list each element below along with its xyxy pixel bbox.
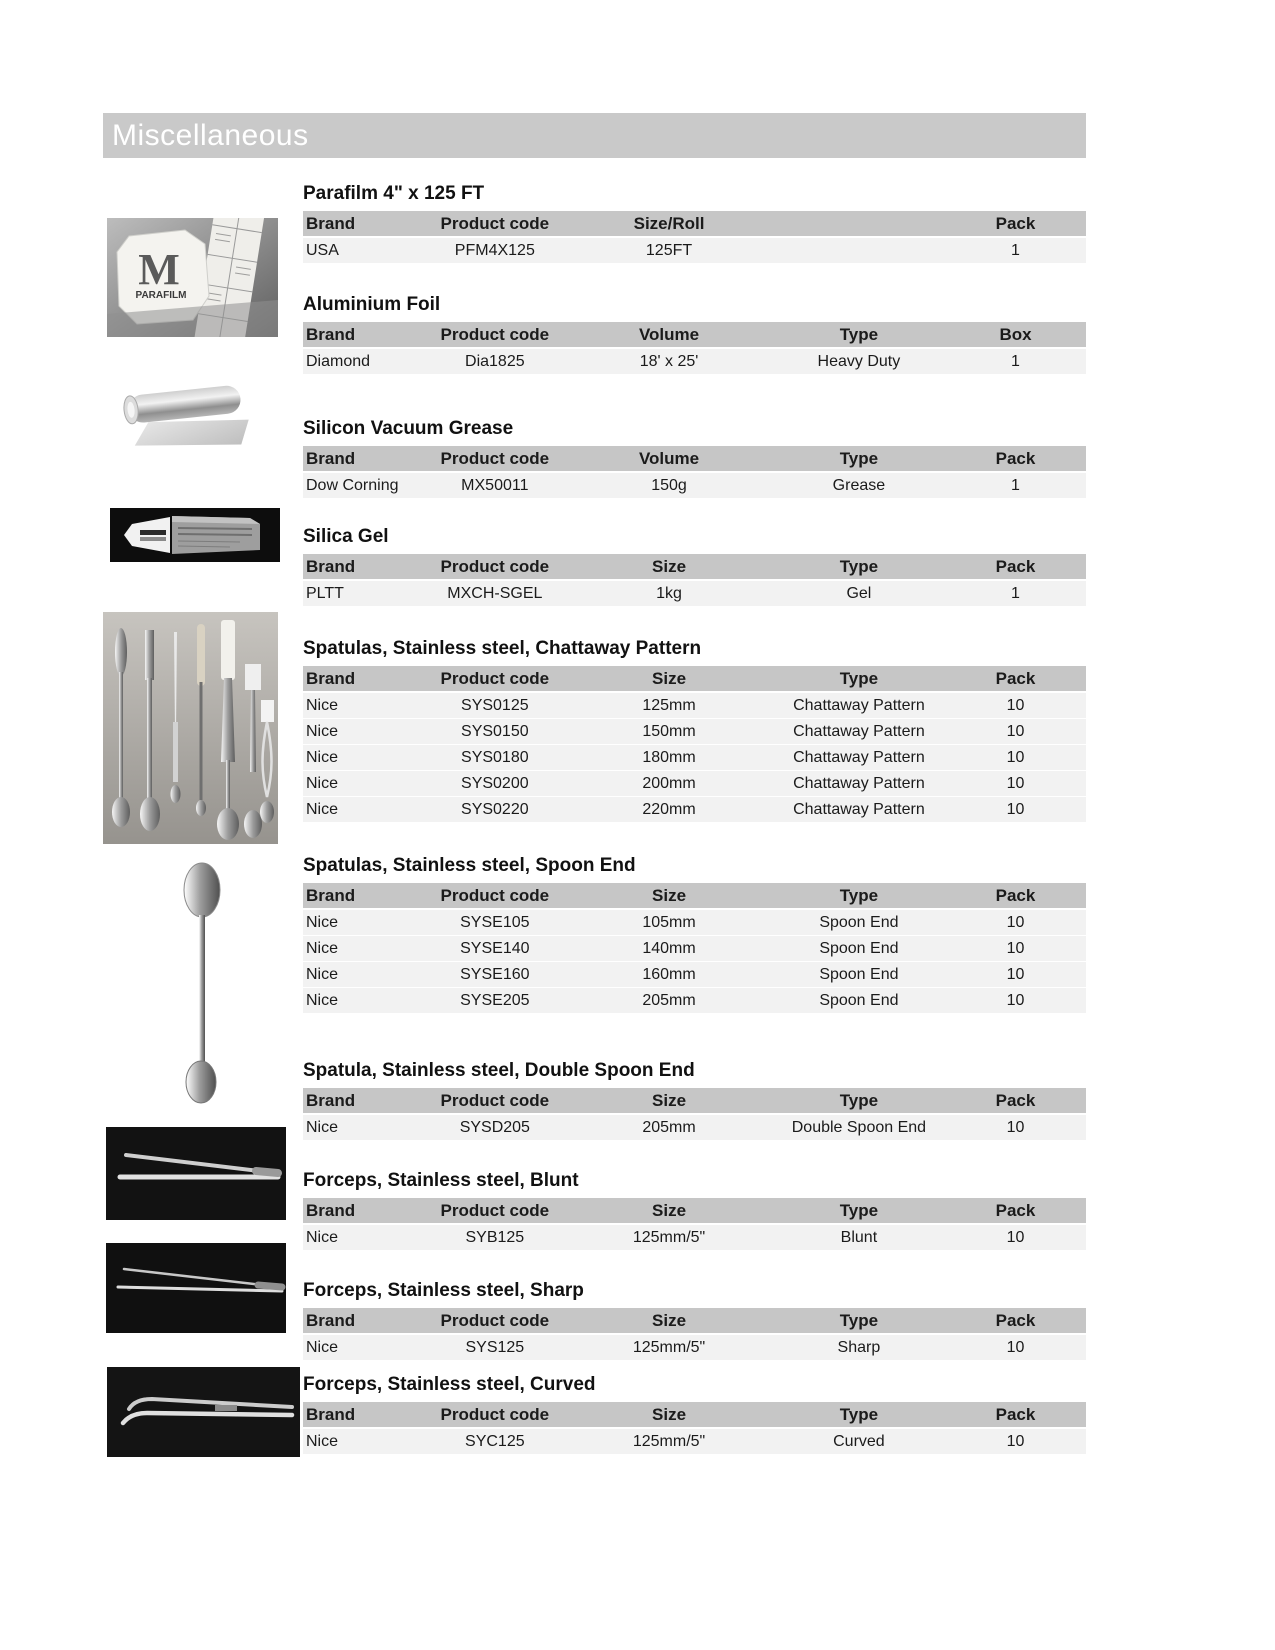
cell: Dow Corning <box>306 477 399 494</box>
product-table <box>303 1198 1086 1251</box>
section-forceps-stainless-steel-sharp <box>303 1280 1086 1361</box>
cell: 125mm/5" <box>632 1339 706 1356</box>
cell: 1kg <box>656 585 682 602</box>
column-header-product-code: Product code <box>440 325 550 344</box>
cell: 10 <box>1006 801 1025 818</box>
table-row <box>303 238 1086 264</box>
section-spatula-stainless-steel-double-spoon-end <box>303 1060 1086 1141</box>
product-table <box>303 211 1086 264</box>
cell: 10 <box>1006 1229 1025 1246</box>
table-header-row <box>303 1308 1086 1335</box>
product-table <box>303 322 1086 375</box>
cell: 18' x 25' <box>639 353 699 370</box>
cell: 10 <box>1006 697 1025 714</box>
section-title: Spatulas, Stainless steel, Chattaway Pattern <box>303 638 702 659</box>
column-header-brand: Brand <box>306 1201 356 1220</box>
cell: SYSE140 <box>460 940 530 957</box>
cell: Diamond <box>306 353 371 370</box>
cell: 125mm/5" <box>632 1229 706 1246</box>
column-header-type: Type <box>839 1201 879 1220</box>
cell: 10 <box>1006 914 1025 931</box>
cell: 1 <box>1011 353 1020 370</box>
page-title: Miscellaneous <box>103 113 1086 158</box>
cell: Nice <box>306 1339 339 1356</box>
cell: PLTT <box>306 585 344 602</box>
column-header-size: Size <box>652 669 687 688</box>
section-title: Spatula, Stainless steel, Double Spoon End <box>303 1060 695 1081</box>
section-forceps-stainless-steel-curved <box>303 1374 1086 1455</box>
table-row <box>303 693 1086 719</box>
cell: 205mm <box>642 1119 696 1136</box>
table-header-row <box>303 883 1086 910</box>
column-header-pack: Pack <box>995 1201 1036 1220</box>
parafilm-label: PARAFILM <box>135 290 187 301</box>
column-header-pack: Pack <box>995 214 1036 233</box>
column-header-box: Box <box>999 325 1032 344</box>
forceps-curved-product-image <box>107 1367 300 1457</box>
cell: Chattaway Pattern <box>793 723 925 740</box>
column-header-brand: Brand <box>306 1091 356 1110</box>
section-title: Forceps, Stainless steel, Curved <box>303 1374 596 1395</box>
cell: 220mm <box>642 801 696 818</box>
cell: 180mm <box>642 749 696 766</box>
table-header-row <box>303 666 1086 693</box>
column-header-product-code: Product code <box>440 669 550 688</box>
cell: Nice <box>306 914 339 931</box>
table-row <box>303 910 1086 936</box>
cell: 200mm <box>642 775 696 792</box>
cell: 10 <box>1006 775 1025 792</box>
table-row <box>303 936 1086 962</box>
aluminium-foil-product-image <box>120 378 255 454</box>
column-header-brand: Brand <box>306 214 356 233</box>
product-table <box>303 1308 1086 1361</box>
section-spatulas-stainless-steel-spoon-end <box>303 855 1086 1014</box>
cell: 1 <box>1011 585 1020 602</box>
cell: SYSE160 <box>460 966 530 983</box>
table-header-row <box>303 1402 1086 1429</box>
cell: Nice <box>306 801 339 818</box>
cell: 10 <box>1006 1433 1025 1450</box>
cell: Spoon End <box>819 940 899 957</box>
cell: 10 <box>1006 992 1025 1009</box>
column-header-product-code: Product code <box>440 557 550 576</box>
product-table <box>303 554 1086 607</box>
cell: 10 <box>1006 966 1025 983</box>
cell: 140mm <box>642 940 696 957</box>
column-header-product-code: Product code <box>440 449 550 468</box>
product-table <box>303 1088 1086 1141</box>
cell: Gel <box>846 585 872 602</box>
cell: 10 <box>1006 723 1025 740</box>
column-header-size: Size <box>652 1091 687 1110</box>
cell: Chattaway Pattern <box>793 697 925 714</box>
cell: Nice <box>306 723 339 740</box>
table-row <box>303 719 1086 745</box>
column-header-product-code: Product code <box>440 214 550 233</box>
section-forceps-stainless-steel-blunt <box>303 1170 1086 1251</box>
column-header-product-code: Product code <box>440 1091 550 1110</box>
section-title: Silicon Vacuum Grease <box>303 418 514 439</box>
table-row <box>303 581 1086 607</box>
column-header-pack: Pack <box>995 1405 1036 1424</box>
cell: Spoon End <box>819 992 899 1009</box>
empty-cell <box>773 238 945 263</box>
cell: SYB125 <box>465 1229 525 1246</box>
product-table <box>303 666 1086 823</box>
cell: Chattaway Pattern <box>793 749 925 766</box>
section-title: Spatulas, Stainless steel, Spoon End <box>303 855 636 876</box>
column-header-brand: Brand <box>306 1405 356 1424</box>
cell: Sharp <box>837 1339 881 1356</box>
cell: 150g <box>651 477 687 494</box>
product-table <box>303 1402 1086 1455</box>
cell: 160mm <box>642 966 696 983</box>
section-title: Silica Gel <box>303 526 389 547</box>
column-header-size: Size <box>652 557 687 576</box>
column-header-product-code: Product code <box>440 1311 550 1330</box>
column-header-brand: Brand <box>306 449 356 468</box>
cell: MXCH-SGEL <box>447 585 543 602</box>
spoon-end-spatula-product-image <box>140 860 260 1110</box>
table-row <box>303 1115 1086 1141</box>
cell: SYS0180 <box>461 749 529 766</box>
column-header-type: Type <box>839 1311 879 1330</box>
cell: 105mm <box>642 914 696 931</box>
spatulas-chattaway-product-image <box>103 612 278 844</box>
column-header-brand: Brand <box>306 557 356 576</box>
column-header-pack: Pack <box>995 557 1036 576</box>
cell: SYSE205 <box>460 992 530 1009</box>
column-header-volume: Volume <box>638 449 700 468</box>
cell: SYSD205 <box>459 1119 530 1136</box>
column-header-brand: Brand <box>306 325 356 344</box>
parafilm-product-image <box>107 218 278 337</box>
column-header-volume: Volume <box>638 325 700 344</box>
cell: SYS0125 <box>461 697 529 714</box>
cell: 10 <box>1006 940 1025 957</box>
table-row <box>303 962 1086 988</box>
table-row <box>303 988 1086 1014</box>
section-aluminium-foil <box>303 294 1086 375</box>
table-row <box>303 1225 1086 1251</box>
cell: 10 <box>1006 1119 1025 1136</box>
cell: Double Spoon End <box>791 1119 927 1136</box>
column-header-product-code: Product code <box>440 1405 550 1424</box>
table-row <box>303 1429 1086 1455</box>
section-title: Aluminium Foil <box>303 294 441 315</box>
column-header-pack: Pack <box>995 669 1036 688</box>
section-title: Forceps, Stainless steel, Sharp <box>303 1280 584 1301</box>
column-header-product-code: Product code <box>440 1201 550 1220</box>
cell: Nice <box>306 992 339 1009</box>
cell: Chattaway Pattern <box>793 801 925 818</box>
section-spatulas-stainless-steel-chattaway-pattern <box>303 638 1086 823</box>
section-silicon-vacuum-grease <box>303 418 1086 499</box>
column-header-size: Size <box>652 1405 687 1424</box>
cell: SYC125 <box>465 1433 525 1450</box>
table-header-row <box>303 446 1086 473</box>
cell: USA <box>306 242 339 259</box>
table-row <box>303 1335 1086 1361</box>
column-header-type: Type <box>839 449 879 468</box>
column-header-size: Size <box>652 1311 687 1330</box>
column-header-size: Size <box>652 886 687 905</box>
column-header-type: Type <box>839 886 879 905</box>
cell: Chattaway Pattern <box>793 775 925 792</box>
column-header-type: Type <box>839 1091 879 1110</box>
cell: SYS0220 <box>461 801 529 818</box>
cell: SYS0200 <box>461 775 529 792</box>
cell: 1 <box>1011 477 1020 494</box>
cell: 205mm <box>642 992 696 1009</box>
section-silica-gel <box>303 526 1086 607</box>
forceps-blunt-product-image <box>106 1127 286 1220</box>
column-header-pack: Pack <box>995 449 1036 468</box>
table-header-row <box>303 211 1086 238</box>
cell: 150mm <box>642 723 696 740</box>
cell: Spoon End <box>819 966 899 983</box>
table-header-row <box>303 322 1086 349</box>
cell: Spoon End <box>819 914 899 931</box>
column-header-type: Type <box>839 325 879 344</box>
cell: 1 <box>1011 242 1020 259</box>
cell: Curved <box>833 1433 885 1450</box>
cell: 10 <box>1006 749 1025 766</box>
table-row <box>303 473 1086 499</box>
cell: 10 <box>1006 1339 1025 1356</box>
cell: SYS0150 <box>461 723 529 740</box>
empty-cell <box>773 211 945 236</box>
cell: 125FT <box>645 242 693 259</box>
forceps-sharp-product-image <box>106 1243 286 1333</box>
cell: MX50011 <box>461 477 529 494</box>
cell: Nice <box>306 749 339 766</box>
product-table <box>303 883 1086 1014</box>
column-header-size-roll: Size/Roll <box>633 214 705 233</box>
cell: Grease <box>832 477 886 494</box>
cell: Nice <box>306 1433 339 1450</box>
cell: SYS125 <box>465 1339 525 1356</box>
cell: 125mm/5" <box>632 1433 706 1450</box>
cell: Nice <box>306 775 339 792</box>
cell: Nice <box>306 940 339 957</box>
column-header-pack: Pack <box>995 1311 1036 1330</box>
column-header-type: Type <box>839 1405 879 1424</box>
cell: SYSE105 <box>460 914 530 931</box>
cell: Nice <box>306 1229 339 1246</box>
cell: Nice <box>306 966 339 983</box>
table-header-row <box>303 1088 1086 1115</box>
table-row <box>303 771 1086 797</box>
parafilm-letter-m: M <box>138 245 180 294</box>
cell: Nice <box>306 697 339 714</box>
cell: Nice <box>306 1119 339 1136</box>
vacuum-grease-product-image <box>110 508 280 562</box>
table-header-row <box>303 1198 1086 1225</box>
table-row <box>303 745 1086 771</box>
cell: PFM4X125 <box>454 242 535 259</box>
column-header-brand: Brand <box>306 886 356 905</box>
section-title: Forceps, Stainless steel, Blunt <box>303 1170 579 1191</box>
cell: 125mm <box>642 697 696 714</box>
column-header-product-code: Product code <box>440 886 550 905</box>
column-header-brand: Brand <box>306 1311 356 1330</box>
cell: Blunt <box>840 1229 878 1246</box>
column-header-type: Type <box>839 557 879 576</box>
cell: Heavy Duty <box>817 353 901 370</box>
cell: Dia1825 <box>465 353 525 370</box>
column-header-brand: Brand <box>306 669 356 688</box>
table-row <box>303 797 1086 823</box>
column-header-pack: Pack <box>995 886 1036 905</box>
table-header-row <box>303 554 1086 581</box>
product-table <box>303 446 1086 499</box>
column-header-size: Size <box>652 1201 687 1220</box>
table-row <box>303 349 1086 375</box>
section-title: Parafilm 4" x 125 FT <box>303 183 485 204</box>
column-header-pack: Pack <box>995 1091 1036 1110</box>
section-parafilm-4-x-125-ft <box>303 183 1086 264</box>
column-header-type: Type <box>839 669 879 688</box>
